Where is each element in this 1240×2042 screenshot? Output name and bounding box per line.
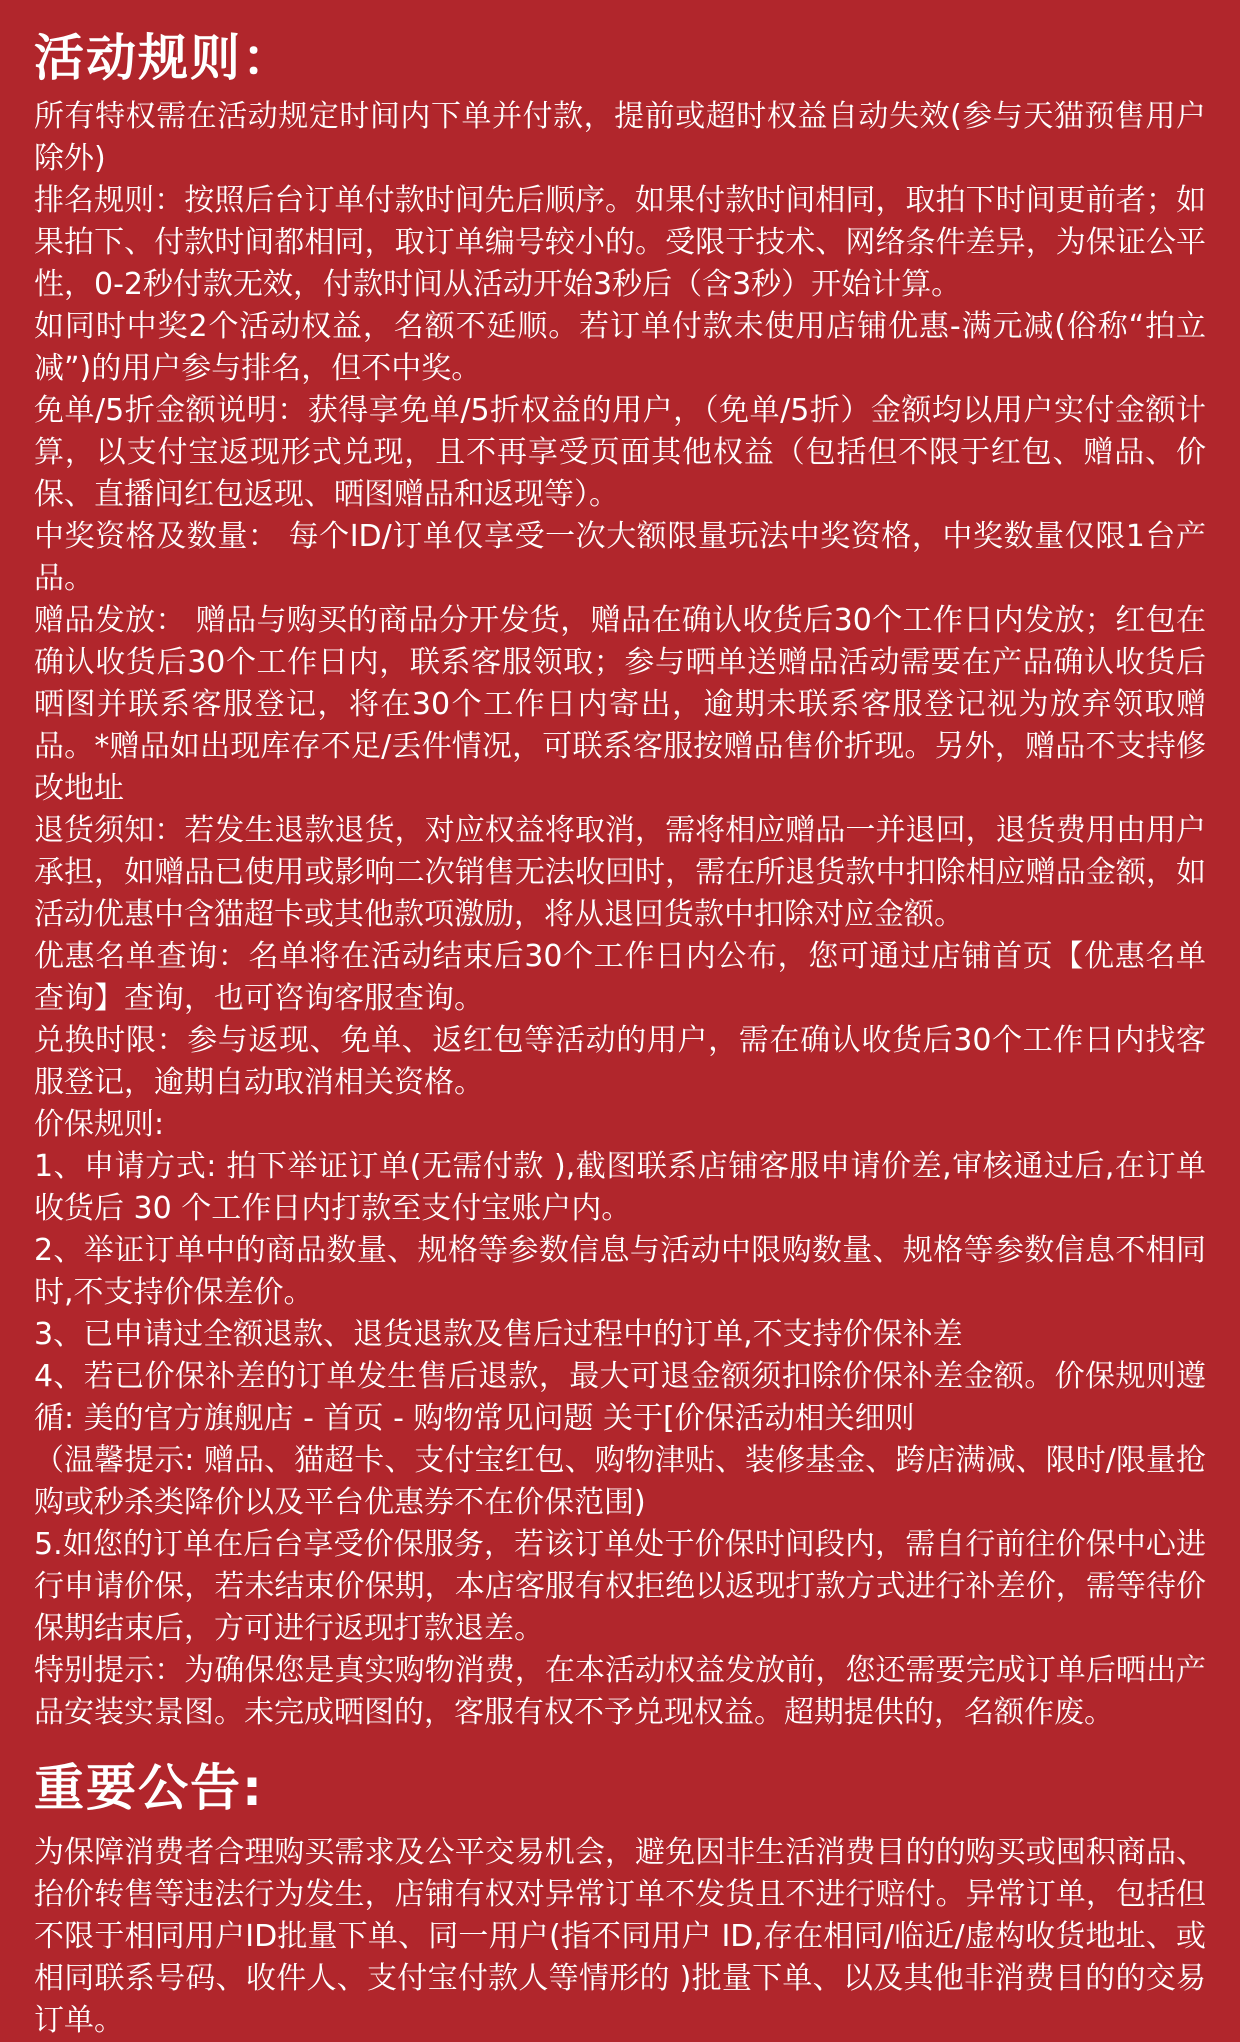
rule-general: 所有特权需在活动规定时间内下单并付款，提前或超时权益自动失效(参与天猫预售用户除外) — [34, 99, 1206, 176]
rule-winner-list-query: 优惠名单查询：名单将在活动结束后30个工作日内公布，您可通过店铺首页【优惠名单查询】查询，也可咨询客服查询。 — [34, 939, 1206, 1016]
rule-price-protection-3: 3、已申请过全额退款、退货退款及售后过程中的订单,不支持价保补差 — [34, 1317, 963, 1352]
rule-free-order-amount: 免单/5折金额说明：获得享免单/5折权益的用户，（免单/5折）金额均以用户实付金额计算，以支付宝返现形式兑现，且不再享受页面其他权益（包括但不限于红包、赠品、价保、直播间红包返现、晒图赠品和返现等）。 — [34, 393, 1206, 512]
rule-price-protection-1: 1、申请方式: 拍下举证订单(无需付款 ),截图联系店铺客服申请价差,审核通过后,在订单收货后 30 个工作日内打款至支付宝账户内。 — [34, 1149, 1206, 1226]
rule-price-protection-5: 5.如您的订单在后台享受价保服务，若该订单处于价保时间段内，需自行前往价保中心进行申请价保，若未结束价保期，本店客服有权拒绝以返现打款方式进行补差价，需等待价保期结束后，方可进行返现打款退差。 — [34, 1527, 1206, 1646]
rule-price-protection-2: 2、举证订单中的商品数量、规格等参数信息与活动中限购数量、规格等参数信息不相同时,不支持价保差价。 — [34, 1233, 1206, 1310]
rule-multiple-wins: 如同时中奖2个活动权益，名额不延顺。若订单付款未使用店铺优惠-满元减(俗称“拍立减”)的用户参与排名，但不中奖。 — [34, 309, 1206, 386]
rule-redemption-deadline: 兑换时限：参与返现、免单、返红包等活动的用户，需在确认收货后30个工作日内找客服登记，逾期自动取消相关资格。 — [34, 1023, 1206, 1100]
rule-ranking: 排名规则：按照后台订单付款时间先后顺序。如果付款时间相同，取拍下时间更前者；如果拍下、付款时间都相同，取订单编号较小的。受限于技术、网络条件差异，为保证公平性，0-2秒付款无效，付款时间从活动开始3秒后（含3秒）开始计算。 — [34, 183, 1206, 302]
rule-gift-delivery: 赠品发放： 赠品与购买的商品分开发货，赠品在确认收货后30个工作日内发放；红包在确认收货后30个工作日内，联系客服领取；参与晒单送赠品活动需要在产品确认收货后晒图并联系客服登记，将在30个工作日内寄出，逾期未联系客服登记视为放弃领取赠品。*赠品如出现库存不足/丢件情况，可联系客服按赠品售价折现。另外，赠品不支持修改地址 — [34, 603, 1206, 806]
notice-paragraph: 为保障消费者合理购买需求及公平交易机会，避免因非生活消费目的的购买或囤积商品、抬价转售等违法行为发生，店铺有权对异常订单不发货且不进行赔付。异常订单，包括但不限于相同用户ID批量下单、同一用户(指不同用户 ID,存在相同/临近/虚构收货地址、或相同联系号码、收件人、支付宝付款人等情形的 )批量下单、以及其他非消费目的的交易订单。 — [34, 1835, 1206, 2038]
rule-price-protection-tip: （温馨提示: 赠品、猫超卡、支付宝红包、购物津贴、装修基金、跨店满减、限时/限量抢购或秒杀类降价以及平台优惠券不在价保范围) — [34, 1443, 1206, 1520]
rule-price-protection-4: 4、若已价保补差的订单发生售后退款，最大可退金额须扣除价保补差金额。价保规则遵循: 美的官方旗舰店 - 首页 - 购物常见问题 关于[价保活动相关细则 — [34, 1359, 1206, 1436]
notice-body — [34, 1832, 1206, 2042]
rules-title: 活动规则： — [34, 29, 294, 87]
rules-body — [34, 96, 1206, 1734]
rule-return-policy: 退货须知：若发生退款退货，对应权益将取消，需将相应赠品一并退回，退货费用由用户承担，如赠品已使用或影响二次销售无法收回时，需在所退货款中扣除相应赠品金额，如活动优惠中含猫超卡或其他款项激励，将从退回货款中扣除对应金额。 — [34, 813, 1206, 932]
rule-winning-eligibility: 中奖资格及数量： 每个ID/订单仅享受一次大额限量玩法中奖资格，中奖数量仅限1台产品。 — [34, 519, 1206, 596]
rule-price-protection-heading: 价保规则: — [34, 1107, 165, 1142]
notice-title: 重要公告: — [34, 1759, 264, 1817]
rule-special-notice: 特别提示：为确保您是真实购物消费，在本活动权益发放前，您还需要完成订单后晒出产品安装实景图。未完成晒图的，客服有权不予兑现权益。超期提供的，名额作废。 — [34, 1653, 1206, 1730]
